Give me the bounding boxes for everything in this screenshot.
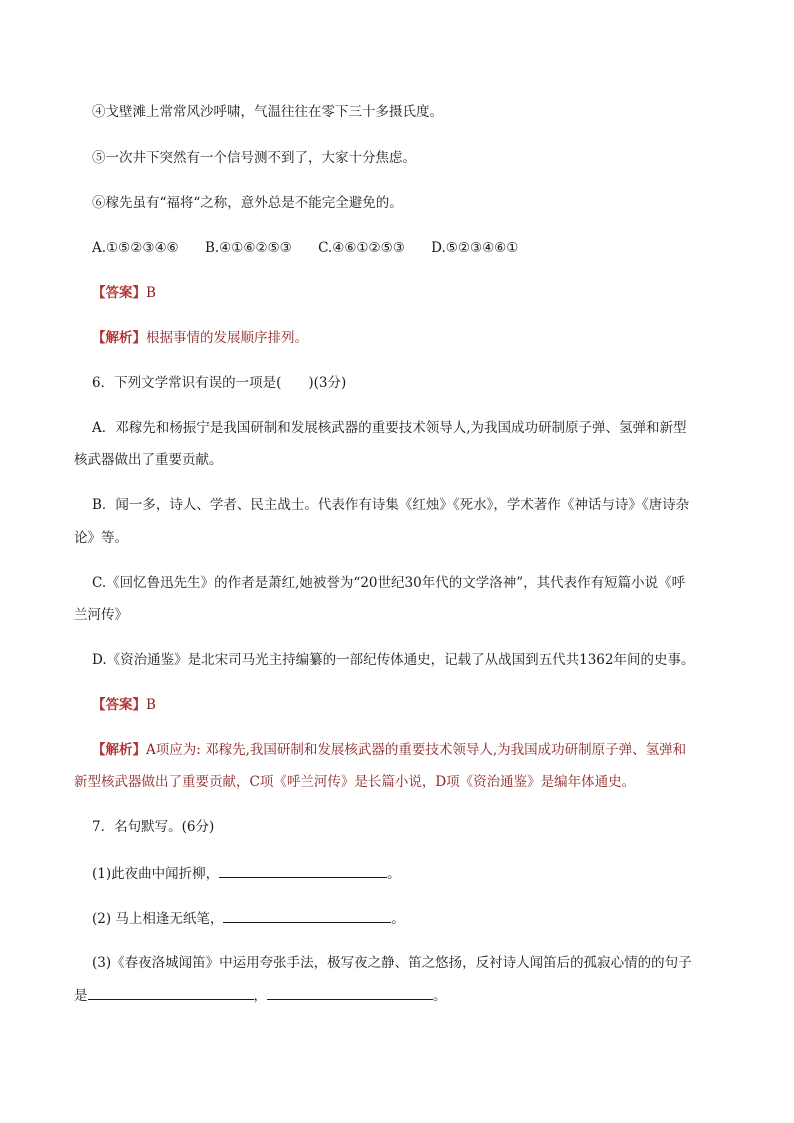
analysis-text: 根据事情的发展顺序排列。 <box>146 330 308 346</box>
q6-option-c-line2: 兰河传》 <box>74 607 128 623</box>
q6-analysis-line2: 新型核武器做出了重要贡献，C项《呼兰河传》是长篇小说，D项《资治通鉴》是编年体通史。 <box>74 774 636 790</box>
answer-blank-3a[interactable] <box>88 985 254 1000</box>
q7-stem: 7．名句默写。(6分) <box>92 819 215 835</box>
q5-item-6: ⑥稼先虽有“福将“之称，意外总是不能完全避免的。 <box>92 195 403 211</box>
q6-option-c-line1: C.《回忆鲁迅先生》的作者是萧红,她被誉为“20世纪30年代的文学洛神”，其代表作有短篇小说《呼 <box>92 575 686 591</box>
q7-item-1-prompt: (1)此夜曲中闻折柳， <box>92 866 220 882</box>
q7-item-2: (2) 马上相逢无纸笔， 。 <box>92 908 724 929</box>
answer-blank-3b[interactable] <box>267 985 433 1000</box>
q6-answer <box>92 695 724 715</box>
answer-blank-1[interactable] <box>219 863 387 878</box>
q6-option-d: D.《资治通鉴》是北宋司马光主持编纂的一部纪传体通史，记载了从战国到五代共1362年间的史事。 <box>92 652 695 668</box>
q6-option-b-line2: 论》等。 <box>74 530 128 546</box>
analysis-tag: 【解析】 <box>92 742 146 758</box>
q7-item-3-line2: 是 ， 。 <box>74 985 724 1006</box>
q6-analysis-line1 <box>92 740 724 760</box>
answer-tag: 【答案】 <box>92 697 146 713</box>
analysis-text: A项应为: 邓稼先,我国研制和发展核武器的重要技术领导人,为我国成功研制原子弹、氢弹和 <box>146 742 687 758</box>
q5-option-d: D.⑤②③④⑥① <box>431 240 519 256</box>
q7-item-2-prompt: (2) 马上相逢无纸笔， <box>92 911 224 927</box>
q5-item-5: ⑤一次井下突然有一个信号测不到了，大家十分焦虑。 <box>92 150 416 166</box>
q5-answer <box>92 283 724 303</box>
q6-option-b-line1: B．闻一多，诗人、学者、民主战士。代表作有诗集《红烛》《死水》，学术著作《神话与诗》《唐诗杂 <box>92 497 690 513</box>
q5-option-a: A.①⑤②③④⑥ <box>92 240 179 256</box>
q7-item-3-line1: (3)《春夜洛城闻笛》中运用夸张手法，极写夜之静、笛之悠扬，反衬诗人闻笛后的孤寂心情的的句子 <box>92 955 692 971</box>
q5-options <box>92 238 724 258</box>
analysis-tag: 【解析】 <box>92 330 146 346</box>
q6-option-a-line1: A．邓稼先和杨振宁是我国研制和发展核武器的重要技术领导人,为我国成功研制原子弹、氢弹和新型 <box>92 420 687 436</box>
answer-tag: 【答案】 <box>92 285 146 301</box>
q6-option-a-line2: 核武器做出了重要贡献。 <box>74 452 223 468</box>
q5-analysis <box>92 328 724 348</box>
answer-blank-2[interactable] <box>223 908 391 923</box>
q7-item-1: (1)此夜曲中闻折柳， 。 <box>92 863 724 884</box>
answer-value: B <box>146 697 156 713</box>
answer-value: B <box>146 285 156 301</box>
q5-option-b: B.④①⑥②⑤③ <box>204 240 292 256</box>
q6-stem: 6．下列文学常识有误的一项是( )(3分) <box>92 375 347 391</box>
q5-option-c: C.④⑥①②⑤③ <box>318 240 405 256</box>
q5-item-4: ④戈壁滩上常常风沙呼啸，气温往往在零下三十多摄氏度。 <box>92 104 443 120</box>
